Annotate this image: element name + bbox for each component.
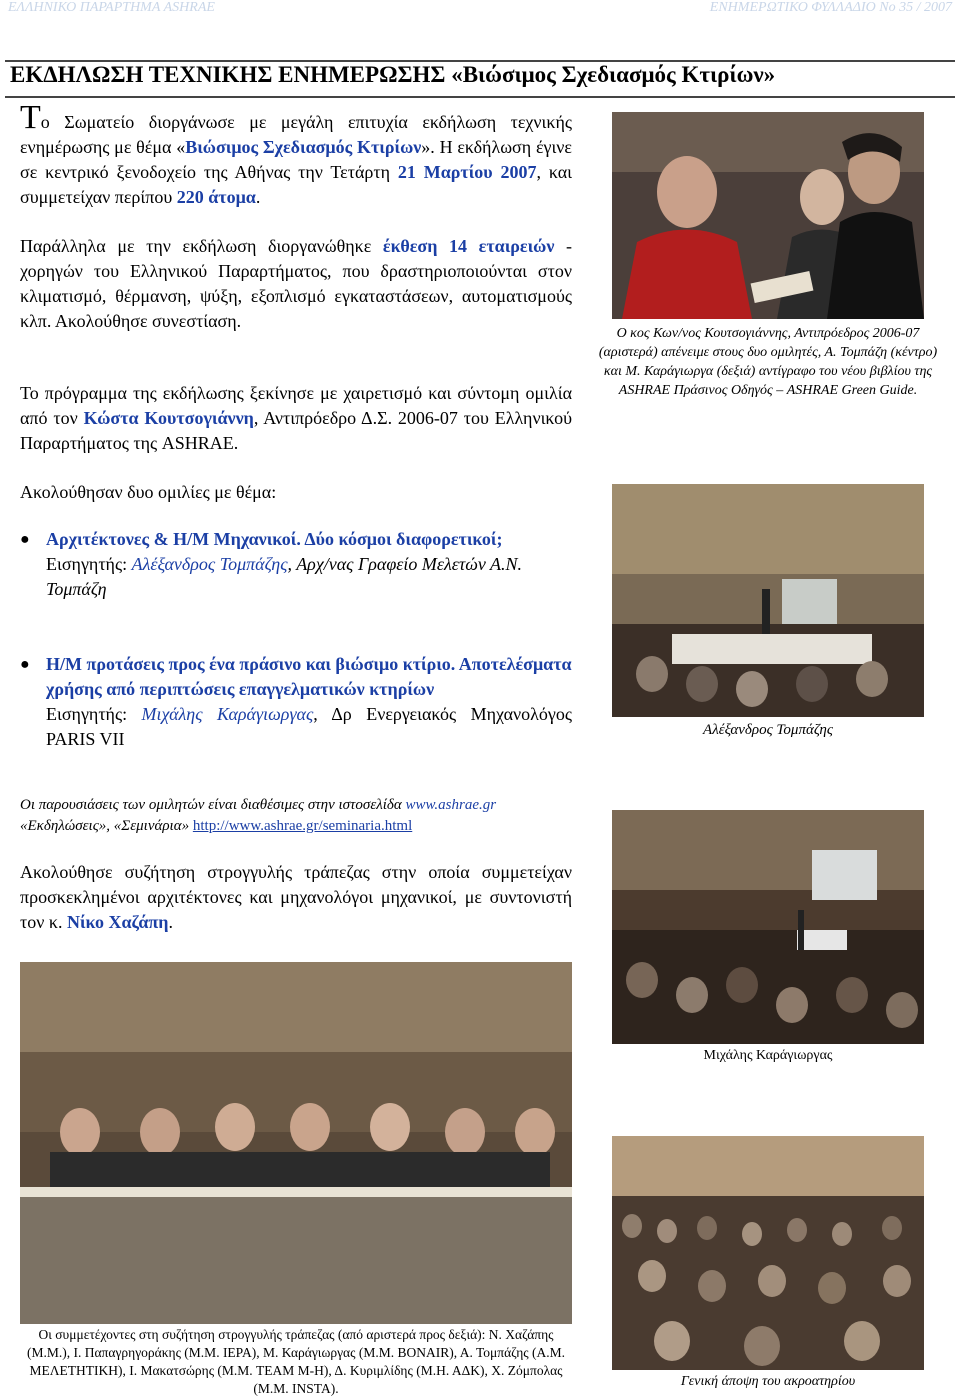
- panel-photo: [20, 962, 572, 1324]
- karagiorgas-caption: Μιχάλης Καράγιωργας: [703, 1048, 833, 1063]
- bullet-icon: ●: [20, 656, 30, 673]
- program-paragraph: Το πρόγραμμα της εκδήλωσης ξεκίνησε με χαιρετισμό και σύντομη ομιλία από τον Κώστα Κουτσογιάννη, Αντιπρόεδρο Δ.Σ. 2006-07 του Ελληνικού Παραρτήματος της ASHRAE.: [20, 383, 573, 453]
- tombazis-caption: Αλέξανδρος Τομπάζης: [703, 722, 833, 738]
- karagiorgas-photo: [612, 810, 924, 1044]
- talk-title: Αρχιτέκτονες & Η/Μ Μηχανικοί. Δύο κόσμοι διαφορετικοί;: [46, 529, 503, 549]
- audience-photo: [612, 1136, 924, 1370]
- header-left: ΕΛΛΗΝΙΚΟ ΠΑΡΑΡΤΗΜΑ ASHRAE: [8, 0, 215, 15]
- award-photo-caption: Ο κος Κων/νος Κουτσογιάννης, Αντιπρόεδρος 2006-07 (αριστερά) απένειμε στους δυο ομιλητές, Α. Τομπάζη (κέντρο) και Μ. Καράγιωργα (δεξιά) αντίγραφο του νέου βιβλίου της ASHRAE Πράσινος Οδηγός – ASHRAE Green Guide.: [598, 326, 938, 398]
- talk-title: Η/Μ προτάσεις προς ένα πράσινο και βιώσιμο κτίριο. Αποτελέσματα χρήσης από περιπτώσεις επαγγελματικών κτηρίων: [46, 654, 572, 699]
- seminars-link[interactable]: http://www.ashrae.gr/seminaria.html: [192, 818, 413, 834]
- intro-paragraph: Το Σωματείο διοργάνωσε με μεγάλη επιτυχία εκδήλωση τεχνικής ενημέρωσης με θέμα «Βιώσιμος Σχεδιασμός Κτιρίων». Η εκδήλωση έγινε σε κεντρικό ξενοδοχείο της Αθήνας την Τετάρτη 21 Μαρτίου 2007, και συμμετείχαν περίπου 220 άτομα.: [20, 99, 573, 207]
- audience-caption: Γενική άποψη του ακροατηρίου: [680, 1374, 856, 1389]
- talks-intro: Ακολούθησαν δυο ομιλίες με θέμα:: [20, 482, 277, 502]
- tombazis-photo: [612, 484, 924, 717]
- talk-speaker: Εισηγητής: Μιχάλης Καράγιωργας, Δρ Ενεργειακός Μηχανολόγος PARIS VII: [46, 704, 572, 749]
- dropcap: Τ: [20, 99, 41, 136]
- bullet-icon: ●: [20, 531, 30, 548]
- talk-item: [20, 652, 572, 752]
- talk-speaker: Εισηγητής: Αλέξανδρος Τομπάζης, Αρχ/νας Γραφείο Μελετών Α.Ν. Τομπάζη: [46, 554, 523, 599]
- header-right: ΕΝΗΜΕΡΩΤΙΚΟ ΦΥΛΛΑΔΙΟ Νο 35 / 2007: [709, 0, 952, 15]
- exhibition-paragraph: Παράλληλα με την εκδήλωση διοργανώθηκε έκθεση 14 εταιρειών - χορηγών του Ελληνικού Παραρτήματος, που δραστηριοποιούνται στον κλιματισμό, θέρμανση, ψύξη, εξοπλισμό εγκαταστάσεων, αυτοματισμούς κλπ. Ακολούθησε συνεστίαση.: [20, 236, 572, 331]
- talk-item: [20, 527, 572, 602]
- panel-caption: Οι συμμετέχοντες στη συζήτηση στρογγυλής τράπεζας (από αριστερά προς δεξιά): Ν. Χαζάπης (Μ.Μ.), Ι. Παπαγρηγοράκης (Μ.Μ. ΙΕΡΑ), Μ. Καράγιωργας (Μ.Μ. BONAIR), Α. Τομπάζης (Α.Μ. ΜΕΛΕΤΗΤΙΚΗ), Ι. Μακατσώρης (Μ.Μ. TEAM M-H), Δ. Κυριμλίδης (Μ.Η. ΑΔΚ), Χ. Ζόμπολας (Μ.Μ. INSTA).: [26, 1327, 565, 1396]
- presentations-note: Οι παρουσιάσεις των ομιλητών είναι διαθέσιμες στην ιστοσελίδα www.ashrae.gr «Εκδηλώσεις», «Σεμινάρια» http://www.ashrae.gr/seminaria.html: [20, 797, 497, 834]
- roundtable-paragraph: Ακολούθησε συζήτηση στρογγυλής τράπεζας στην οποία συμμετείχαν προσκεκλημένοι αρχιτέκτονες και μηχανολόγοι μηχανικοί, με συντονιστή τον κ. Νίκο Χαζάπη.: [20, 862, 572, 932]
- site-link[interactable]: www.ashrae.gr: [405, 797, 497, 813]
- award-photo: [612, 112, 924, 319]
- page-title: ΕΚΔΗΛΩΣΗ ΤΕΧΝΙΚΗΣ ΕΝΗΜΕΡΩΣΗΣ «Βιώσιμος Σχεδιασμός Κτιρίων»: [10, 62, 776, 87]
